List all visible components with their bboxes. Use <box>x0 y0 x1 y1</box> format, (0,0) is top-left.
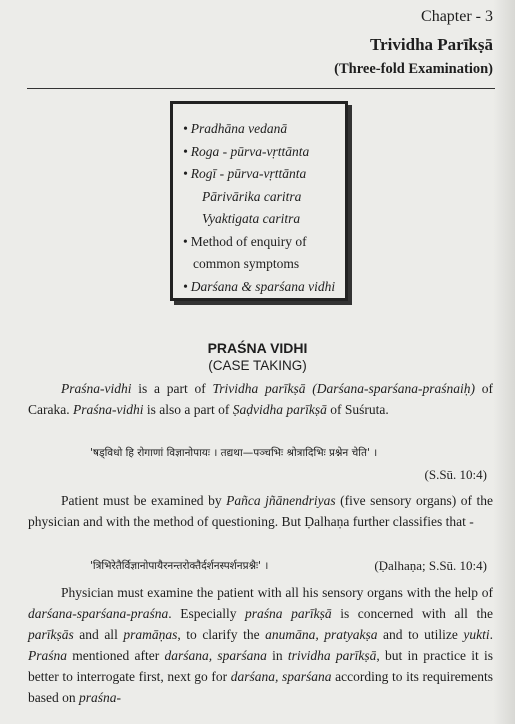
header-rule <box>27 88 495 89</box>
topic-item: • Method of enquiry of <box>183 231 345 254</box>
topics-list <box>173 104 345 298</box>
chapter-label: Chapter - 3 <box>421 8 493 25</box>
chapter-subtitle: (Three-fold Examination) <box>334 61 493 77</box>
section-subheading: (CASE TAKING) <box>208 358 307 373</box>
paragraph-1: Praśna-vidhi is a part of Trividha parīkṣā (Darśana-sparśana-praśnaiḥ) of Caraka. Praśna-vidhi is also a part of Ṣaḍvidha parīkṣā of Suśruta. <box>28 381 493 417</box>
sanskrit-verse-1: 'षड्विधो हि रोगाणां विज्ञानोपायः । तद्यथा—पञ्चभिः श्रोत्रादिभिः प्रश्नेन चेति' । <box>90 447 378 459</box>
section-heading: PRAŚNA VIDHI <box>207 340 308 356</box>
topics-box <box>170 101 348 301</box>
paragraph-2: Patient must be examined by Pañca jñānendriyas (five sensory organs) of the physician and with the method of questioning. But Ḍalhaṇa further classifies that - <box>28 493 493 529</box>
topic-subitem: Vyaktigata caritra <box>202 211 301 226</box>
topic-item-continued: common symptoms <box>193 256 300 271</box>
topic-item: • Darśana & sparśana vidhi <box>183 276 345 299</box>
verse-1-reference: (S.Sū. 10:4) <box>424 467 487 482</box>
sanskrit-verse-2: 'त्रिभिरेतैर्विज्ञानोपायैरनन्तरोक्तैर्दर्शनस्पर्शनप्रश्नैः' । <box>90 560 269 572</box>
paragraph-3: Physician must examine the patient with all his sensory organs with the help of darśana-sparśana-praśna. Especially praśna parīkṣā is concerned with all the parīkṣās and all pramāṇas, to clarify the anumāna, pratyakṣa and to utilize yukti. Praśna mentioned after darśana, sparśana in trividha parīkṣā, but in practice it is better to interrogate first, next go for darśana, sparśana according to its requirements based on praśna- <box>28 585 493 705</box>
topic-item: • Roga - pūrva-vṛttānta <box>183 141 345 164</box>
topic-item: • Pradhāna vedanā <box>183 118 345 141</box>
topic-item: • Rogī - pūrva-vṛttānta <box>183 163 345 186</box>
topic-subitem: Pārivārika caritra <box>202 188 302 204</box>
verse-2-reference: (Ḍalhaṇa; S.Sū. 10:4) <box>374 558 487 573</box>
chapter-title: Trividha Parīkṣā <box>370 35 493 54</box>
